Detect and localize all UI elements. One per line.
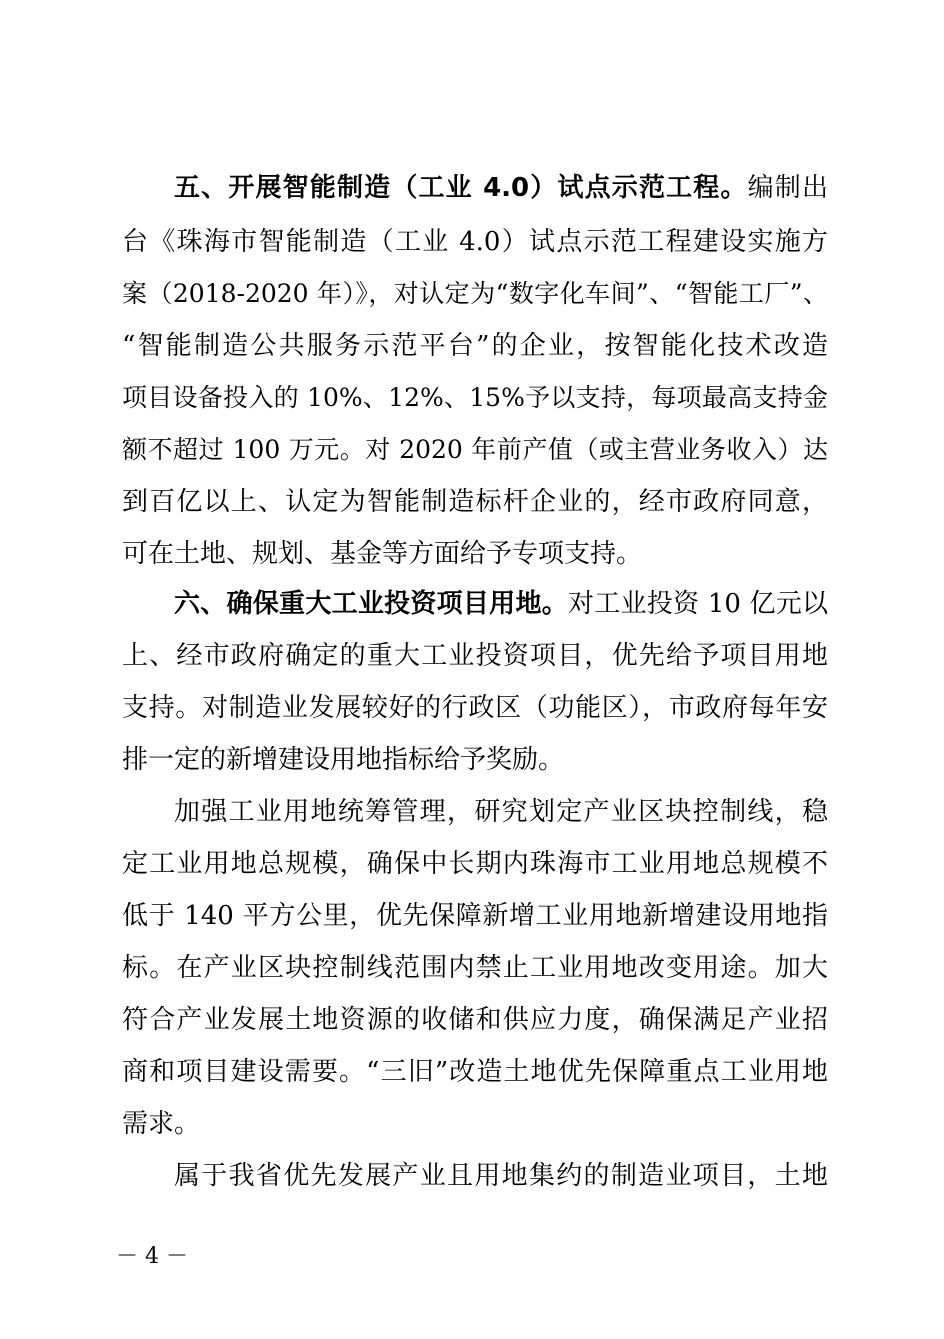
paragraph-3-line-5: 符合产业发展土地资源的收储和供应力度，确保满足产业招 <box>122 1005 828 1035</box>
section-5-line-1 <box>122 168 828 208</box>
paragraph-3-line-4: 标。在产业区块控制线范围内禁止工业用地改变用途。加大 <box>122 953 828 983</box>
section-5-line-4: “智能制造公共服务示范平台”的企业，按智能化技术改造 <box>122 331 828 361</box>
section-5-line-7: 到百亿以上、认定为智能制造标杆企业的，经市政府同意， <box>122 487 828 517</box>
paragraph-3-line-3: 低于 140 平方公里，优先保障新增工业用地新增建设用地指 <box>122 901 828 931</box>
section-5-line-2: 台《珠海市智能制造（工业 4.0）试点示范工程建设实施方 <box>122 227 828 257</box>
section-6-line-2: 上、经市政府确定的重大工业投资项目，优先给予项目用地 <box>122 641 828 671</box>
page-number: － 4 － <box>116 1244 188 1269</box>
paragraph-3-line-2: 定工业用地总规模，确保中长期内珠海市工业用地总规模不 <box>122 849 828 879</box>
paragraph-4-line-1: 属于我省优先发展产业且用地集约的制造业项目，土地 <box>174 1161 828 1191</box>
body-text: 对工业投资 10 亿元以 <box>567 589 828 619</box>
section-6-line-4: 排一定的新增建设用地指标给予奖励。 <box>122 745 565 775</box>
paragraph-3-line-6: 商和项目建设需要。“三旧”改造土地优先保障重点工业用地 <box>122 1057 828 1087</box>
body-text: 编制出 <box>747 173 828 203</box>
section-6-line-3: 支持。对制造业发展较好的行政区（功能区），市政府每年安 <box>122 693 828 723</box>
section-5-line-8: 可在土地、规划、基金等方面给予专项支持。 <box>122 539 643 569</box>
section-6-heading: 六、确保重大工业投资项目用地。 <box>174 589 568 619</box>
section-5-line-3: 案（2018-2020 年）》，对认定为“数字化车间”、“智能工厂”、 <box>122 279 828 308</box>
section-5-line-5: 项目设备投入的 10%、12%、15%予以支持，每项最高支持金 <box>122 383 828 412</box>
paragraph-3-line-7: 需求。 <box>122 1109 201 1139</box>
section-5-line-6: 额不超过 100 万元。对 2020 年前产值（或主营业务收入）达 <box>122 435 828 464</box>
section-6-line-1 <box>122 584 828 624</box>
section-5-heading: 五、开展智能制造（工业 4.0）试点示范工程。 <box>174 173 748 203</box>
paragraph-3-line-1: 加强工业用地统筹管理，研究划定产业区块控制线，稳 <box>174 797 828 827</box>
